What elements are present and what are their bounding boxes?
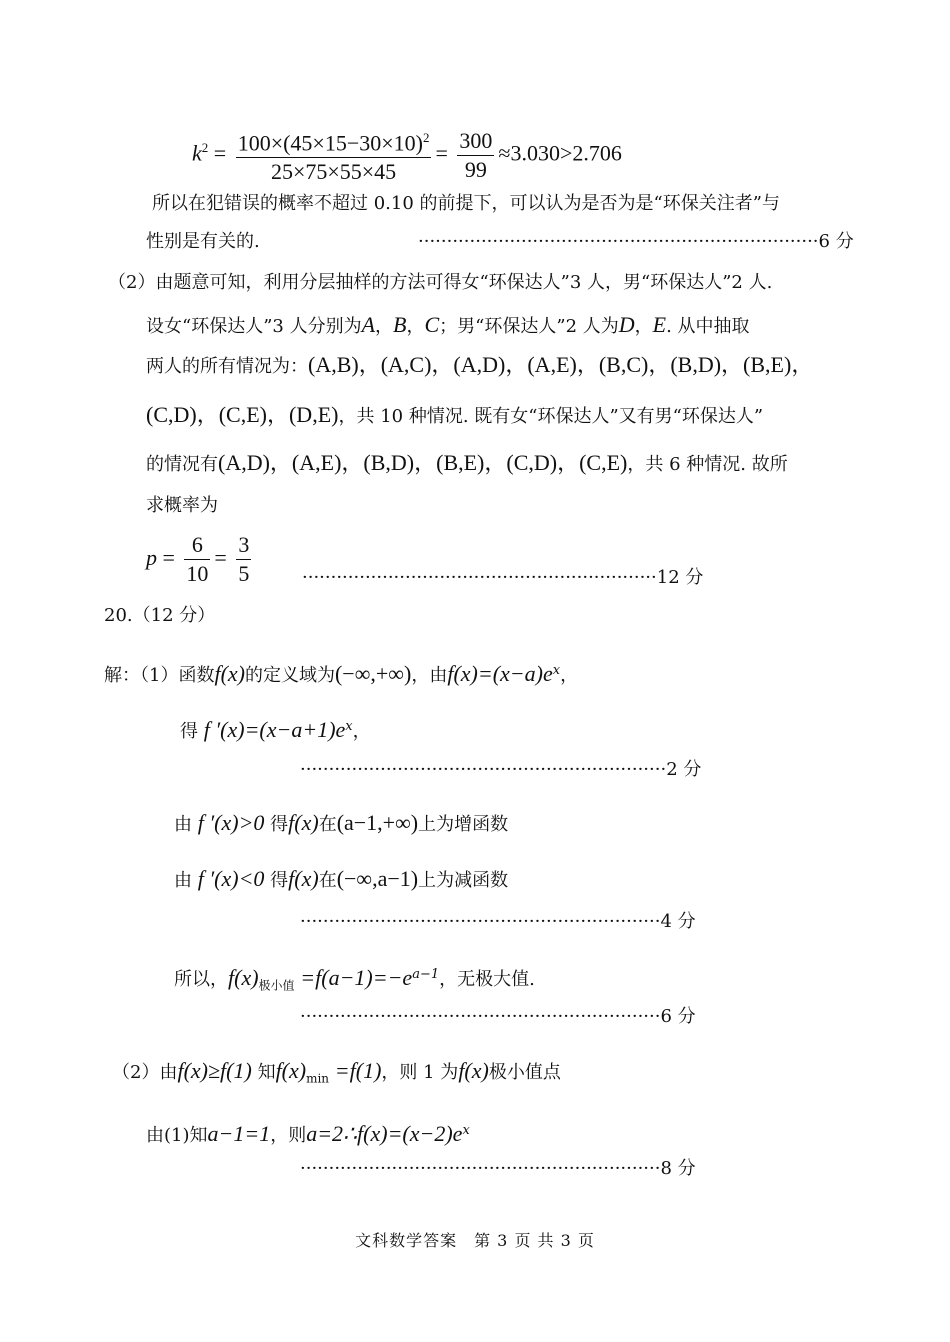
q20-line-2: 得 f $'(x)=(x-a+1)e^x$，	[180, 717, 371, 742]
q20-line-7: 由(1)知a−1=1，则$a=2\therefore f(x)=(x-2)e^x$	[146, 1121, 470, 1146]
probability-formula: p = $\frac{6}{10}$ = $\frac{3}{5}$	[146, 532, 250, 587]
k2-fraction-2: $\frac{300}{99}$	[459, 127, 493, 182]
score-4: ·······························································4 分	[300, 911, 696, 932]
conclusion-line-2: 性别是有关的.	[146, 231, 260, 252]
q20-line-4: 由 f ′(x)<0 得f(x)在(−∞,a−1)上为减函数	[174, 866, 509, 891]
q20-title: 20.（12 分）	[104, 605, 216, 626]
part2-line-3: 两人的所有情况为：(A,B)，(A,C)，(A,D)，(A,E)，(B,C)，(B,D)，(B,E)，	[146, 352, 814, 377]
q20-line-1: 解：（1）函数f(x)的定义域为(−∞,+∞)，由$f(x)=(x-a)e^x$，	[104, 661, 579, 686]
score-2: ································································2 分	[300, 759, 702, 780]
conclusion-line-1: 所以在犯错误的概率不超过 0.10 的前提下，可以认为是否为是“环保关注者”与	[152, 193, 780, 214]
k2-formula: $k^2$ = $\frac{100\times(45\times 15-30\times 10)^2}{25\times 75\times 55\times 45}$ = $\frac{300}{99}$ ≈3.030>2.706	[192, 118, 622, 186]
q20-line-3: 由 f ′(x)>0 得f(x)在(a−1,+∞)上为增函数	[174, 810, 509, 835]
score-6-part1: ······································································6 分	[418, 231, 854, 252]
page-footer: 文科数学答案 第 3 页 共 3 页	[355, 1231, 595, 1250]
score-6-q20: ·······························································6 分	[300, 1006, 696, 1027]
part2-line-6: 求概率为	[146, 495, 218, 516]
part2-line-4: (C,D)，(C,E)，(D,E)，共 10 种情况. 既有女“环保达人”又有男“环保达人”	[146, 402, 764, 427]
q20-line-5: 所以，$f(x)_{极小值} =f(a-1)=-e^{a-1}$，无极大值.	[174, 965, 535, 993]
part2-line-1: （2）由题意可知，利用分层抽样的方法可得女“环保达人”3 人，男“环保达人”2 人.	[108, 272, 773, 293]
q20-line-6: （2）由f(x)≥f(1) 知$f(x)_{min} =f(1)$，则 1 为f(x)极小值点	[112, 1058, 561, 1086]
part2-line-2: 设女“环保达人”3 人分别为A，B，C；男“环保达人”2 人为D，E. 从中抽取	[146, 312, 750, 337]
k2-fraction: $\frac{100\times(45\times 15-30\times 10)^2}{25\times 75\times 55\times 45}$	[236, 124, 432, 186]
score-8: ·······························································8 分	[300, 1158, 696, 1179]
score-12: ······························································12 分	[302, 567, 704, 588]
part2-line-5: 的情况有(A,D)，(A,E)，(B,D)，(B,E)，(C,D)，(C,E)，共 6 种情况. 故所	[146, 450, 788, 475]
